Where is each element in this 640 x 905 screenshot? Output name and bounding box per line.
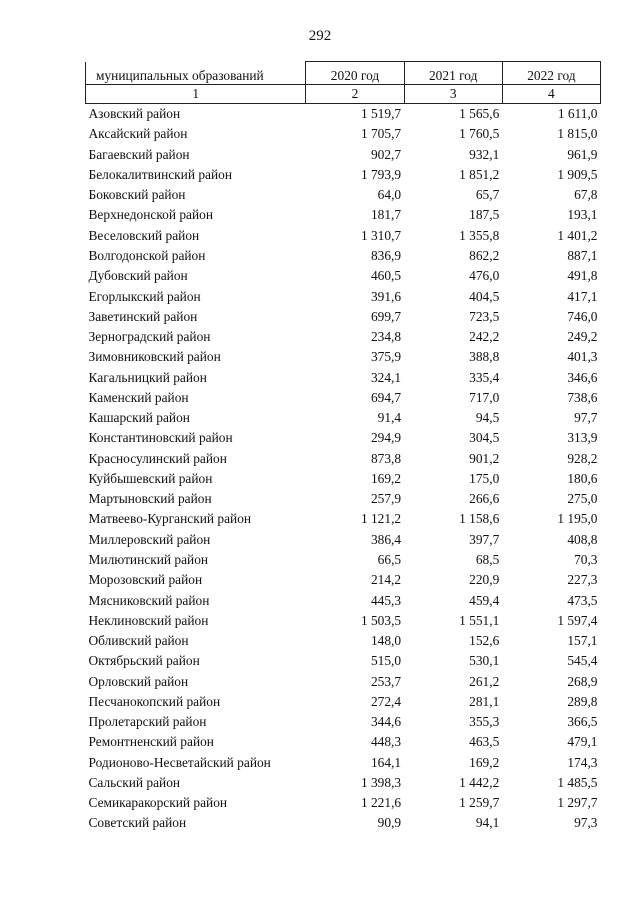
header-year-2022: 2022 год bbox=[502, 62, 600, 85]
value-2020: 148,0 bbox=[370, 633, 402, 649]
value-2020: 234,8 bbox=[370, 329, 402, 345]
value-2021: 530,1 bbox=[469, 653, 500, 669]
value-2020: 169,2 bbox=[370, 470, 402, 486]
value-2020: 448,3 bbox=[370, 734, 402, 750]
value-2020: 1 221,6 bbox=[360, 795, 402, 811]
value-2022: 408,8 bbox=[567, 531, 598, 547]
table-row bbox=[86, 266, 601, 286]
municipality-name: Неклиновский район bbox=[88, 612, 209, 628]
column-index-row bbox=[86, 85, 601, 104]
value-2021: 1 851,2 bbox=[459, 166, 500, 182]
value-2021: 463,5 bbox=[469, 734, 500, 750]
value-2022: 1 195,0 bbox=[557, 511, 598, 527]
value-2022: 193,1 bbox=[567, 207, 598, 223]
value-2020: 253,7 bbox=[370, 673, 402, 689]
value-2021: 476,0 bbox=[469, 268, 500, 284]
table-row bbox=[86, 205, 601, 225]
table-row bbox=[86, 692, 601, 712]
page-number: 292 bbox=[308, 28, 332, 44]
municipality-name: Матвеево-Курганский район bbox=[88, 511, 252, 527]
table-row bbox=[86, 145, 601, 165]
value-2020: 1 503,5 bbox=[360, 612, 402, 628]
value-2021: 388,8 bbox=[469, 349, 500, 365]
value-2022: 738,6 bbox=[567, 389, 598, 405]
table-row bbox=[86, 408, 601, 428]
table-row bbox=[86, 550, 601, 570]
value-2022: 97,7 bbox=[574, 410, 598, 426]
value-2021: 1 442,2 bbox=[459, 774, 500, 790]
table-row bbox=[86, 185, 601, 205]
value-2022: 1 909,5 bbox=[557, 166, 598, 182]
value-2020: 1 310,7 bbox=[360, 227, 402, 243]
value-2020: 257,9 bbox=[370, 491, 402, 507]
table-row bbox=[86, 449, 601, 469]
table-row bbox=[86, 327, 601, 347]
value-2022: 249,2 bbox=[567, 329, 598, 345]
value-2020: 1 793,9 bbox=[360, 166, 402, 182]
municipality-name: Кагальницкий район bbox=[88, 369, 207, 385]
table-row bbox=[86, 246, 601, 266]
table-row bbox=[86, 570, 601, 590]
value-2020: 445,3 bbox=[370, 592, 402, 608]
column-index: 1 bbox=[86, 85, 306, 104]
municipality-name: Зерноградский район bbox=[88, 329, 211, 345]
value-2021: 152,6 bbox=[469, 633, 500, 649]
municipality-name: Аксайский район bbox=[88, 126, 188, 142]
value-2020: 164,1 bbox=[370, 754, 402, 770]
table-row bbox=[86, 165, 601, 185]
table-row bbox=[86, 388, 601, 408]
value-2021: 717,0 bbox=[469, 389, 500, 405]
value-2020: 515,0 bbox=[370, 653, 402, 669]
header-year-2021: 2021 год bbox=[404, 62, 502, 85]
value-2022: 401,3 bbox=[567, 349, 598, 365]
value-2022: 545,4 bbox=[567, 653, 598, 669]
value-2022: 1 401,2 bbox=[557, 227, 598, 243]
value-2020: 375,9 bbox=[370, 349, 402, 365]
value-2021: 404,5 bbox=[469, 288, 500, 304]
value-2022: 887,1 bbox=[567, 247, 598, 263]
value-2021: 1 158,6 bbox=[459, 511, 500, 527]
table-row bbox=[86, 428, 601, 448]
municipality-name: Дубовский район bbox=[88, 268, 188, 284]
table-row bbox=[86, 590, 601, 610]
value-2022: 174,3 bbox=[567, 754, 598, 770]
value-2021: 68,5 bbox=[475, 551, 500, 567]
municipality-name: Родионово-Несветайский район bbox=[88, 754, 271, 770]
municipality-name: Семикаракорский район bbox=[88, 795, 228, 811]
value-2022: 746,0 bbox=[567, 308, 598, 324]
value-2021: 242,2 bbox=[469, 329, 500, 345]
value-2021: 187,5 bbox=[469, 207, 500, 223]
value-2022: 1 297,7 bbox=[557, 795, 598, 811]
municipality-name: Куйбышевский район bbox=[88, 470, 213, 486]
value-2021: 175,0 bbox=[469, 470, 500, 486]
table-row bbox=[86, 509, 601, 529]
table-row bbox=[86, 347, 601, 367]
table-row bbox=[86, 732, 601, 752]
municipality-name: Верхнедонской район bbox=[88, 207, 214, 223]
municipality-name: Пролетарский район bbox=[88, 714, 207, 730]
table-row bbox=[86, 611, 601, 631]
value-2021: 65,7 bbox=[475, 187, 500, 203]
value-2022: 1 485,5 bbox=[557, 774, 598, 790]
value-2022: 275,0 bbox=[567, 491, 598, 507]
value-2022: 67,8 bbox=[574, 187, 598, 203]
value-2020: 324,1 bbox=[370, 369, 402, 385]
value-2020: 1 705,7 bbox=[360, 126, 402, 142]
municipality-name: Егорлыкский район bbox=[88, 288, 201, 304]
municipality-name: Заветинский район bbox=[88, 308, 198, 324]
table-row bbox=[86, 813, 601, 833]
value-2021: 355,3 bbox=[469, 714, 500, 730]
value-2022: 961,9 bbox=[567, 146, 598, 162]
header-municipality: муниципальных образований bbox=[86, 62, 306, 85]
value-2021: 266,6 bbox=[469, 491, 500, 507]
value-2022: 313,9 bbox=[567, 430, 598, 446]
column-index: 2 bbox=[306, 85, 404, 104]
table-row bbox=[86, 530, 601, 550]
municipality-name: Октябрьский район bbox=[88, 653, 200, 669]
table-row bbox=[86, 631, 601, 651]
table-row bbox=[86, 712, 601, 732]
value-2021: 169,2 bbox=[469, 754, 500, 770]
value-2022: 289,8 bbox=[567, 693, 598, 709]
value-2020: 214,2 bbox=[370, 572, 402, 588]
municipality-name: Каменский район bbox=[88, 389, 189, 405]
value-2022: 346,6 bbox=[567, 369, 598, 385]
value-2020: 391,6 bbox=[370, 288, 402, 304]
value-2020: 694,7 bbox=[370, 389, 402, 405]
value-2020: 1 121,2 bbox=[360, 511, 402, 527]
table-row bbox=[86, 651, 601, 671]
table-body bbox=[86, 104, 601, 834]
table-row bbox=[86, 367, 601, 387]
value-2021: 94,5 bbox=[475, 410, 500, 426]
value-2020: 1 519,7 bbox=[360, 106, 402, 122]
municipality-name: Мясниковский район bbox=[88, 592, 210, 608]
municipality-name: Песчанокопский район bbox=[88, 693, 221, 709]
value-2020: 836,9 bbox=[370, 247, 402, 263]
value-2021: 1 551,1 bbox=[459, 612, 500, 628]
municipality-name: Милютинский район bbox=[88, 551, 209, 567]
municipality-name: Миллеровский район bbox=[88, 531, 211, 547]
value-2022: 180,6 bbox=[567, 470, 598, 486]
municipality-name: Морозовский район bbox=[88, 572, 203, 588]
value-2020: 91,4 bbox=[377, 410, 402, 426]
value-2021: 1 355,8 bbox=[459, 227, 500, 243]
value-2022: 97,3 bbox=[574, 815, 598, 831]
value-2022: 491,8 bbox=[567, 268, 598, 284]
value-2020: 699,7 bbox=[370, 308, 402, 324]
value-2022: 366,5 bbox=[567, 714, 598, 730]
value-2020: 344,6 bbox=[370, 714, 402, 730]
table-row bbox=[86, 793, 601, 813]
table-row bbox=[86, 671, 601, 691]
column-index: 4 bbox=[502, 85, 600, 104]
value-2021: 862,2 bbox=[469, 247, 500, 263]
municipality-name: Белокалитвинский район bbox=[88, 166, 233, 182]
value-2022: 1 815,0 bbox=[557, 126, 598, 142]
value-2020: 272,4 bbox=[370, 693, 402, 709]
value-2022: 473,5 bbox=[567, 592, 598, 608]
value-2021: 932,1 bbox=[469, 146, 500, 162]
value-2022: 417,1 bbox=[567, 288, 598, 304]
value-2020: 90,9 bbox=[377, 815, 402, 831]
table-row bbox=[86, 489, 601, 509]
table-row bbox=[86, 124, 601, 144]
municipality-name: Боковский район bbox=[88, 187, 186, 203]
value-2022: 268,9 bbox=[567, 673, 598, 689]
municipality-name: Сальский район bbox=[88, 774, 181, 790]
table-row bbox=[86, 307, 601, 327]
municipality-name: Ремонтненский район bbox=[88, 734, 214, 750]
value-2021: 94,1 bbox=[475, 815, 500, 831]
table-header-row bbox=[86, 62, 601, 85]
municipality-name: Волгодонской район bbox=[88, 247, 206, 263]
value-2020: 1 398,3 bbox=[360, 774, 402, 790]
table-row bbox=[86, 469, 601, 489]
value-2020: 386,4 bbox=[370, 531, 402, 547]
municipality-name: Обливский район bbox=[88, 633, 189, 649]
column-index: 3 bbox=[404, 85, 502, 104]
value-2020: 460,5 bbox=[370, 268, 402, 284]
municipality-name: Азовский район bbox=[88, 106, 181, 122]
value-2021: 335,4 bbox=[469, 369, 500, 385]
value-2020: 64,0 bbox=[377, 187, 402, 203]
value-2021: 723,5 bbox=[469, 308, 500, 324]
header-year-2020: 2020 год bbox=[306, 62, 404, 85]
table-row bbox=[86, 753, 601, 773]
value-2022: 1 597,4 bbox=[557, 612, 598, 628]
value-2021: 220,9 bbox=[469, 572, 500, 588]
value-2021: 1 760,5 bbox=[459, 126, 500, 142]
municipality-name: Зимовниковский район bbox=[88, 349, 221, 365]
municipality-name: Константиновский район bbox=[88, 430, 233, 446]
municipality-name: Веселовский район bbox=[88, 227, 200, 243]
table-row bbox=[86, 286, 601, 306]
value-2022: 227,3 bbox=[567, 572, 598, 588]
value-2021: 901,2 bbox=[469, 450, 500, 466]
value-2020: 181,7 bbox=[370, 207, 402, 223]
municipality-name: Орловский район bbox=[88, 673, 189, 689]
table-row bbox=[86, 104, 601, 125]
value-2020: 294,9 bbox=[370, 430, 402, 446]
value-2021: 459,4 bbox=[469, 592, 500, 608]
value-2022: 479,1 bbox=[567, 734, 598, 750]
municipality-name: Багаевский район bbox=[88, 146, 190, 162]
value-2022: 157,1 bbox=[567, 633, 598, 649]
value-2020: 902,7 bbox=[370, 146, 402, 162]
value-2021: 1 565,6 bbox=[459, 106, 500, 122]
municipality-name: Советский район bbox=[88, 815, 187, 831]
value-2021: 281,1 bbox=[469, 693, 500, 709]
municipality-name: Мартыновский район bbox=[88, 491, 212, 507]
table-row bbox=[86, 226, 601, 246]
municipal-data-table bbox=[85, 61, 601, 834]
value-2020: 66,5 bbox=[377, 551, 402, 567]
value-2022: 1 611,0 bbox=[557, 106, 598, 122]
value-2022: 70,3 bbox=[574, 551, 598, 567]
municipality-name: Красносулинский район bbox=[88, 450, 227, 466]
value-2021: 397,7 bbox=[469, 531, 500, 547]
value-2022: 928,2 bbox=[567, 450, 598, 466]
municipality-name: Кашарский район bbox=[88, 410, 190, 426]
value-2021: 304,5 bbox=[469, 430, 500, 446]
table-row bbox=[86, 773, 601, 793]
value-2021: 1 259,7 bbox=[459, 795, 500, 811]
value-2021: 261,2 bbox=[469, 673, 500, 689]
value-2020: 873,8 bbox=[370, 450, 402, 466]
